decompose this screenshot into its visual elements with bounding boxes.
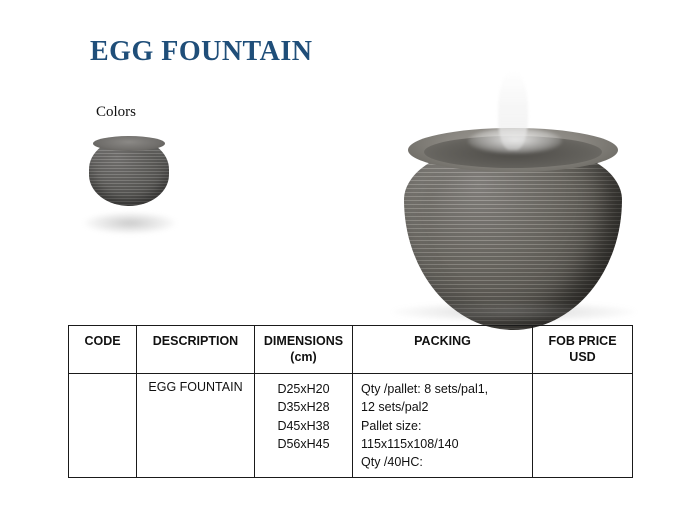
header-code: CODE	[69, 326, 137, 374]
water-jet-icon	[498, 70, 528, 150]
dimension-value: D25xH20	[277, 382, 330, 397]
cell-dimensions	[255, 374, 353, 478]
cell-description: EGG FOUNTAIN	[137, 374, 255, 478]
cell-packing	[353, 374, 533, 478]
header-description: DESCRIPTION	[137, 326, 255, 374]
colors-label: Colors	[96, 104, 137, 120]
header-fob-price	[533, 326, 633, 374]
header-dimensions-line2: (cm)	[290, 349, 317, 364]
table-row	[69, 374, 633, 478]
header-dimensions	[255, 326, 353, 374]
photo-ground-shadow	[392, 302, 636, 322]
swatch-shadow	[84, 212, 176, 234]
packing-line: Qty /40HC:	[361, 454, 423, 469]
page-title: EGG FOUNTAIN	[90, 36, 313, 67]
dimension-value: D45xH38	[277, 418, 330, 433]
cell-code	[69, 374, 137, 478]
table-header-row	[69, 326, 633, 374]
packing-line: 115x115x108/140	[361, 436, 459, 451]
swatch-top-ellipse	[93, 136, 165, 151]
packing-line: Pallet size:	[361, 418, 422, 433]
egg-fountain-photo	[386, 62, 644, 312]
packing-line: 12 sets/pal2	[361, 400, 429, 415]
color-swatch	[84, 138, 180, 248]
header-fob-price-line2: USD	[569, 349, 596, 364]
dimension-value: D35xH28	[277, 400, 330, 415]
cell-fob-price	[533, 374, 633, 478]
specification-table	[68, 325, 633, 478]
dimension-value: D56xH45	[277, 436, 330, 451]
header-fob-price-line1: FOB PRICE	[548, 334, 617, 348]
header-dimensions-line1: DIMENSIONS	[263, 334, 344, 348]
header-packing: PACKING	[353, 326, 533, 374]
packing-line: Qty /pallet: 8 sets/pal1,	[361, 382, 489, 397]
